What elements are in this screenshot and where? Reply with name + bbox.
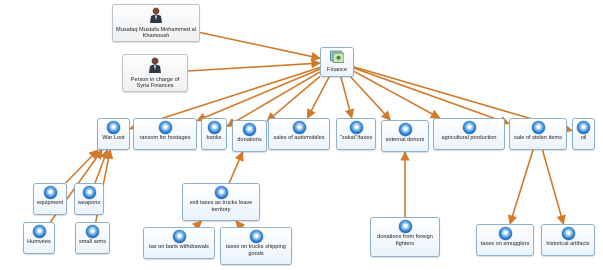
node-label: oil [580,135,587,141]
node-label: Humvees [27,239,51,245]
node-label: external donors [385,137,425,143]
node-label: Finance [327,66,347,73]
orb-icon [399,123,412,136]
edge-finance-to-sales_auto [307,77,329,118]
edge-exit_taxes-to-donations [229,152,242,183]
finance-icon [323,50,351,66]
node-label: ransom for hostages [139,135,191,141]
node-zakat-taxes[interactable] [336,118,376,150]
node-humvees[interactable] [23,222,55,254]
node-taxes-on-trucks[interactable] [220,227,292,265]
node-label: Person in charge of Syria Finances [130,76,180,90]
node-musafaq-al-khamoush[interactable] [112,4,200,42]
node-label: banks [206,135,222,141]
node-label: sale of stolen items [514,135,562,141]
node-finance[interactable] [320,47,354,77]
node-label: taxes on trucks shipping goods [225,244,286,257]
node-taxes-on-smugglers[interactable] [476,224,534,256]
node-historical-artifacts[interactable] [541,224,595,256]
node-label: exit taxes as trucks leave territory [189,200,253,213]
edge-finance-to-external [351,77,391,120]
node-agricultural-production[interactable] [433,118,505,150]
node-equipment[interactable] [33,183,67,215]
node-weapons[interactable] [74,183,104,215]
edge-weapons-to-war_loot [95,150,107,183]
node-sales-of-automobiles[interactable] [268,118,330,150]
person-icon [115,7,197,26]
orb-icon [293,121,306,134]
node-label: equipment [36,200,64,206]
edge-stolen-to-artifacts [543,150,564,224]
edge-finance-to-zakat [341,77,352,118]
node-ransom-for-hostages[interactable] [133,118,197,150]
orb-icon [159,121,172,134]
node-label: tax on bank withdrawals [149,244,209,250]
edge-finance-to-ransom [197,69,320,120]
edge-musafaq-to-finance [200,32,320,58]
edge-stolen-to-smugglers [510,150,533,224]
node-label: "zakat"/taxes [339,135,373,141]
orb-icon [350,121,363,134]
person-icon [125,57,185,76]
node-label: War Loot [102,135,125,141]
orb-icon [250,230,263,243]
orb-icon [562,227,575,240]
orb-icon [463,121,476,134]
orb-icon [86,225,99,238]
orb-icon [208,121,221,134]
edge-person_charge-to-finance [188,63,320,71]
node-tax-on-bank-withdrawals[interactable] [143,227,215,259]
orb-icon [107,121,120,134]
node-donations[interactable] [232,120,267,152]
node-label: weapons [77,200,101,206]
orb-icon [44,186,57,199]
node-sale-of-stolen-items[interactable] [509,118,567,150]
node-external-donors[interactable] [381,120,429,152]
orb-icon [33,225,46,238]
orb-icon [499,227,512,240]
node-label: taxes on smugglers [480,241,530,247]
orb-icon [83,186,96,199]
orb-icon [577,121,590,134]
node-war-loot[interactable] [97,118,130,150]
orb-icon [532,121,545,134]
orb-icon [243,123,256,136]
orb-icon [399,220,412,233]
node-exit-taxes[interactable] [182,183,260,221]
orb-icon [215,186,228,199]
node-person-in-charge[interactable] [122,54,188,92]
node-small-arms[interactable] [75,222,110,254]
node-label: donations [237,137,262,143]
node-label: historical artifacts [546,241,590,247]
node-banks[interactable] [201,118,227,150]
node-label: small arms [78,239,107,245]
node-label: sales of automobiles [273,135,325,141]
node-donations-from-foreign-fighters[interactable] [370,217,440,257]
edge-finance-to-stolen [354,68,509,124]
orb-icon [173,230,186,243]
node-label: agricultural production [441,135,497,141]
node-label: Musafaq Mustafa Mohammed al Khamoush [116,26,196,40]
node-label: donations from foreign fighters [377,234,433,247]
node-oil[interactable] [572,118,595,150]
